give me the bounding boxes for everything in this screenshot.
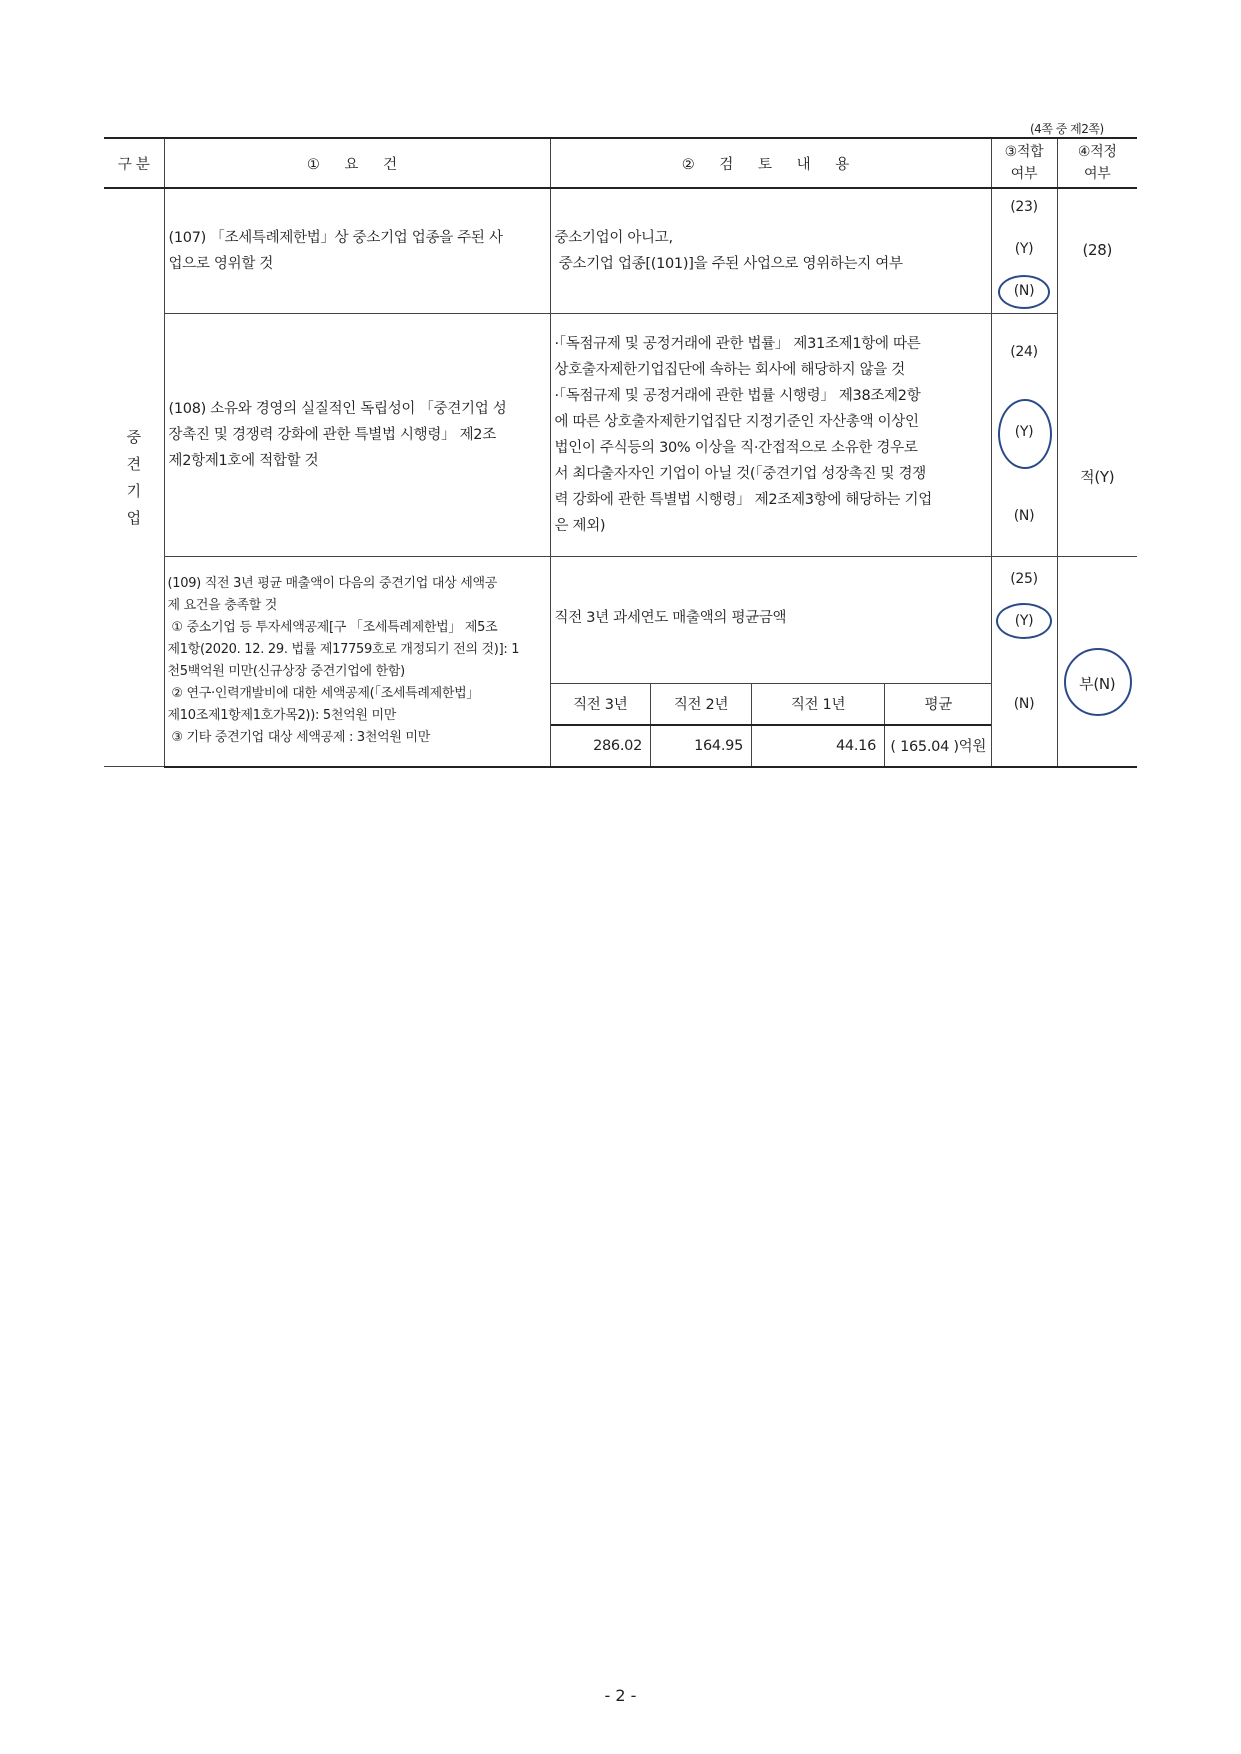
header-conformity: ③적합 여부: [991, 138, 1057, 188]
conformity-no: (N): [1013, 283, 1035, 299]
sales-header-2y: 직전 2년: [651, 683, 752, 725]
appropriateness-lower: [1057, 556, 1137, 767]
sales-header-3y: 직전 3년: [551, 683, 651, 725]
selection-circle-mark: [1064, 648, 1132, 716]
selection-circle-mark: [996, 603, 1052, 639]
appropriateness-no: 부(N): [1079, 674, 1116, 693]
conformity-number-25: (25): [1010, 570, 1038, 587]
header-appropriateness: ④적정 여부: [1057, 138, 1137, 188]
conformity-107: [991, 188, 1057, 313]
conformity-yes: (Y): [1014, 423, 1034, 440]
sales-header-row: [551, 683, 992, 725]
selection-circle-mark: [998, 275, 1050, 309]
table-row-109: [104, 556, 1137, 767]
conformity-number-23: (23): [1010, 199, 1038, 215]
table-header-row: [104, 138, 1137, 188]
sales-value-avg: ( 165.04 )억원: [885, 725, 992, 766]
table-row-108: [104, 313, 1137, 556]
requirement-108: (108) 소유와 경영의 실질적인 독립성이 「중견기업 성 장촉진 및 경쟁력 강화에 관한 특별법 시행령」 제2조 제2항제1호에 적합할 것: [164, 313, 550, 556]
category-label: 중 견 기 업: [104, 188, 164, 767]
conformity-no: (N): [1013, 695, 1035, 712]
sales-table: [551, 683, 992, 766]
conformity-yes: (Y): [1014, 612, 1034, 629]
review-form-table: [104, 137, 1137, 768]
conformity-yes: (Y): [1014, 241, 1034, 257]
sales-value-row: [551, 725, 992, 766]
header-requirement: ① 요 건: [164, 138, 550, 188]
conformity-number-24: (24): [1010, 343, 1038, 360]
conformity-108: [991, 313, 1057, 556]
sales-value-2y: 164.95: [651, 725, 752, 766]
sales-value-1y: 44.16: [752, 725, 885, 766]
conformity-109: [991, 556, 1057, 767]
requirement-107: (107) 「조세특례제한법」상 중소기업 업종을 주된 사 업으로 영위할 것: [164, 188, 550, 313]
review-109: [550, 556, 991, 767]
requirement-109: (109) 직전 3년 평균 매출액이 다음의 중견기업 대상 세액공 제 요건을 충족할 것 ① 중소기업 등 투자세액공제[구 「조세특례제한법」 제5조 제1항(2020. 12. 29. 법률 제17759호로 개정되기 전의 것)]: 1 천5백억원 미만(신규상장 중견기업에 한함) ② 연구·인력개발비에 대한 세액공제(「조세특례제한법」 제10조제1항제1호가목2)): 5천억원 미만 ③ 기타 중견기업 대상 세액공제 : 3천억원 미만: [164, 556, 550, 767]
header-category: 구 분: [104, 138, 164, 188]
appropriateness-upper: [1057, 188, 1137, 556]
review-108: ·「독점규제 및 공정거래에 관한 법률」 제31조제1항에 따른 상호출자제한기업집단에 속하는 회사에 해당하지 않을 것 ·「독점규제 및 공정거래에 관한 법률 시행령」 제38조제2항 에 따른 상호출자제한기업집단 지정기준인 자산총액 이상인 법인이 주식등의 30% 이상을 직·간접적으로 소유한 경우로 서 최다출자자인 기업이 아닐 것(「중견기업 성장촉진 및 경쟁 력 강화에 관한 특별법 시행령」 제2조제3항에 해당하는 기업 은 제외): [550, 313, 991, 556]
review-109-text: 직전 3년 과세연도 매출액의 평균금액: [554, 609, 787, 626]
appropriateness-yes: 적(Y): [1080, 468, 1115, 486]
page-number: - 2 -: [604, 1686, 637, 1705]
sales-header-1y: 직전 1년: [752, 683, 885, 725]
appropriateness-number-28: (28): [1082, 241, 1113, 259]
selection-circle-mark: [998, 399, 1052, 469]
sales-value-3y: 286.02: [551, 725, 651, 766]
conformity-no: (N): [1013, 507, 1035, 524]
review-107: 중소기업이 아니고, 중소기업 업종[(101)]을 주된 사업으로 영위하는지 여부: [550, 188, 991, 313]
page-note: (4쪽 중 제2쪽): [1030, 122, 1104, 136]
header-review: ② 검 토 내 용: [550, 138, 991, 188]
sales-header-avg: 평균: [885, 683, 992, 725]
table-row-107: [104, 188, 1137, 313]
